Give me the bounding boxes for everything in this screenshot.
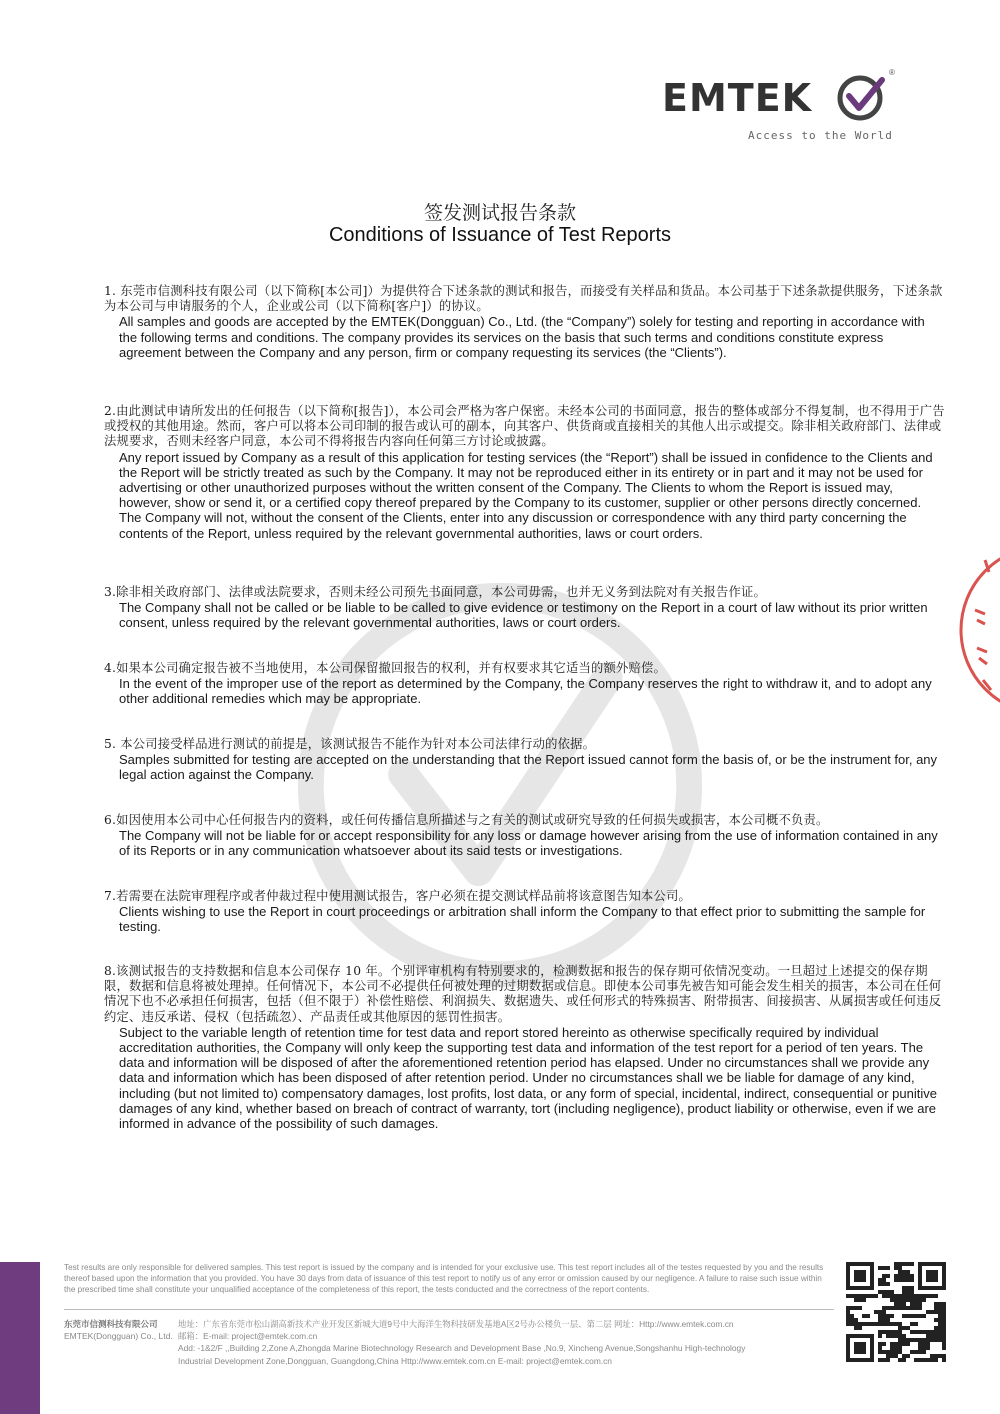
logo-wordmark: EMTEK [662, 76, 813, 120]
footer-company-en: EMTEK(Dongguan) Co., Ltd. [64, 1331, 173, 1341]
clause-3 [104, 585, 946, 631]
footer-address-en-2: Industrial Development Zone,Dongguan, Guangdong,China Http://www.emtek.com.cn E-mail: project@emtek.com.cn [178, 1355, 612, 1366]
company-logo [662, 66, 902, 146]
watermark-logo [285, 570, 715, 1000]
footer-company-cn: 东莞市信测科技有限公司 [64, 1320, 158, 1330]
clause-en: Clients wishing to use the Report in court proceedings or arbitration shall inform the Company to that effect prior to submitting the sample for testing. [119, 904, 926, 935]
registered-mark: ® [889, 68, 895, 77]
clause-cn: 5. 本公司接受样品进行测试的前提是，该测试报告不能作为针对本公司法律行动的依据。 [104, 737, 596, 751]
clause-2 [104, 404, 946, 541]
clause-en: The Company will not be liable for or accept responsibility for any loss or damage however arising from the use of information contained in any of its Reports or in any communication whatsoever about its said tests or investigations. [119, 828, 938, 859]
clause-cn: 3.除非相关政府部门、法律或法院要求，否则未经公司预先书面同意，本公司毋需，也并无义务到法院对有关报告作证。 [104, 585, 766, 599]
company-seal-stamp [955, 540, 1000, 720]
footer-disclaimer: Test results are only responsible for delivered samples. This test report is issued by the company and is intended for your exclusive use. This test report includes all of the testes requested by you and the results thereof based upon the information that you provided. You have 30 days from data of issuance of this test report to notify us of any error or omission caused by our negligence. A failure to raise such issue within the prescribed time shall constitute your unqualified acceptance of the completeness of this report, the tests conducted and the correctness of the report contents. [64, 1263, 824, 1294]
footer-accent-bar [0, 1262, 40, 1414]
footer-address-cn: 地址：广东省东莞市松山湖高新技术产业开发区新城大道9号中大海洋生物科技研发基地A区2号办公楼负一层、第二层 网址：Http://www.emtek.com.cn [178, 1319, 734, 1329]
clause-en: Samples submitted for testing are accepted on the understanding that the Report issued cannot form the basis of, or be the instrument for, any legal action against the Company. [119, 752, 938, 783]
clause-5 [104, 737, 946, 783]
clause-6 [104, 813, 946, 859]
logo-check-icon [834, 72, 890, 122]
footer-contact [178, 1318, 828, 1367]
clause-en: The Company shall not be called or be liable to be called to give evidence or testimony on the Report in a court of law without its prior written consent, unless required by the relevant governmental authorities, laws or court orders. [119, 600, 928, 631]
clause-en: Any report issued by Company as a result of this application for testing services (the “Report”) shall be issued in confidence to the Clients and the Report will be strictly treated as such by the Company. It may not be reproduced either in its entirety or in part and it may not be used for advertising or other unauthorized purposes without the written consent of the Company. The Clients to whom the Report is issued may, however, show or send it, or a certified copy thereof prepared by the Company to its customer, supplier or other persons directly concerned. The Company will not, without the consent of the Clients, enter into any discussion or correspondence with any third party concerning the contents of the Report, unless required by the relevant governmental authorities, laws or court orders. [119, 449, 933, 541]
clause-1 [104, 284, 946, 360]
clause-en: Subject to the variable length of retention time for test data and report stored hereinto as otherwise specifically required by individual accreditation authorities, the Company will only keep the supporting test data and information of the test report for a period of ten years. The data and information will be disposed of after the aforementioned retention period has elapsed. Under no circumstances shall we provide any data and information which has been disposed of after retention period. Under no circumstances shall we be liable for damage of any kind, including (but not limited to) compensatory damages, lost profits, lost data, or any form of special, incidental, indirect, consequential or punitive damages of any kind, whether based on breach of contract of warranty, tort (including negligence), product liability or otherwise, even if we are informed in advance of the possibility of such damages. [119, 1024, 937, 1132]
clause-en: All samples and goods are accepted by the EMTEK(Dongguan) Co., Ltd. (the “Company”) solely for testing and reporting in accordance with the following terms and conditions. The company provides its services on the basis that such terms and conditions constitute express agreement between the Company and any person, firm or company requesting its services (the “Clients”). [119, 314, 925, 360]
clause-4 [104, 661, 946, 707]
clause-cn: 8.该测试报告的支持数据和信息本公司保存 10 年。个别评审机构有特别要求的，检测数据和报告的保存期可依情况变动。一旦超过上述提交的保存期限，数据和信息将被处理掉。任何情况下，本公司不必提供任何被处理的过期数据或信息。即使本公司事先被告知可能会发生相关的损害，本公司在任何情况下也不必承担任何损害，包括（但不限于）补偿性赔偿、利润损失、数据遗失、或任何形式的特殊损害、附带损害、间接损害、从属损害或任何违反约定、违反承诺、侵权（包括疏忽）、产品责任或其他原因的惩罚性损害。 [104, 964, 942, 1024]
clause-cn: 1. 东莞市信测科技有限公司（以下简称[本公司]）为提供符合下述条款的测试和报告，而接受有关样品和货品。本公司基于下述条款提供服务，下述条款为本公司与申请服务的个人，企业或公司（以下简称[客户]）的协议。 [104, 284, 943, 314]
clause-8 [104, 964, 946, 1131]
clause-cn: 2.由此测试申请所发出的任何报告（以下简称[报告]），本公司会严格为客户保密。未经本公司的书面同意，报告的整体或部分不得复制，也不得用于广告或授权的其他用途。然而，客户可以将本公司印制的报告或认可的副本，向其客户、供货商或直接相关的其他人出示或提交。除非相关政府部门、法律或法规要求，否则未经客户同意，本公司不得将报告内容向任何第三方讨论或披露。 [104, 404, 945, 449]
clause-cn: 4.如果本公司确定报告被不当地使用，本公司保留撤回报告的权利，并有权要求其它适当的额外赔偿。 [104, 661, 666, 675]
page-title-en: Conditions of Issuance of Test Reports [328, 224, 672, 246]
logo-tagline: Access to the World [748, 129, 893, 142]
footer-email-cn: 邮箱：E-mail: project@emtek.com.cn [178, 1331, 318, 1342]
footer-address-en-1: Add: -1&2/F ,,Building 2,Zone A,Zhongda Marine Biotechnology Research and Development Base ,No.9, Xincheng Avenue,Songshanhu High-technology [178, 1343, 746, 1354]
clause-7 [104, 889, 946, 935]
footer-divider [64, 1309, 834, 1310]
qr-code [846, 1262, 946, 1362]
clause-en: In the event of the improper use of the report as determined by the Company, the Company reserves the right to withdraw it, and to adopt any other additional remedies which may be appropriate. [119, 676, 932, 707]
clause-cn: 6.如因使用本公司中心任何报告内的资料，或任何传播信息所描述与之有关的测试或研究导致的任何损失或损害，本公司概不负责。 [104, 813, 829, 827]
clause-cn: 7.若需要在法院审理程序或者仲裁过程中使用测试报告，客户必须在提交测试样品前将该意图告知本公司。 [104, 889, 691, 903]
page-title-cn: 签发测试报告条款 [423, 202, 576, 224]
